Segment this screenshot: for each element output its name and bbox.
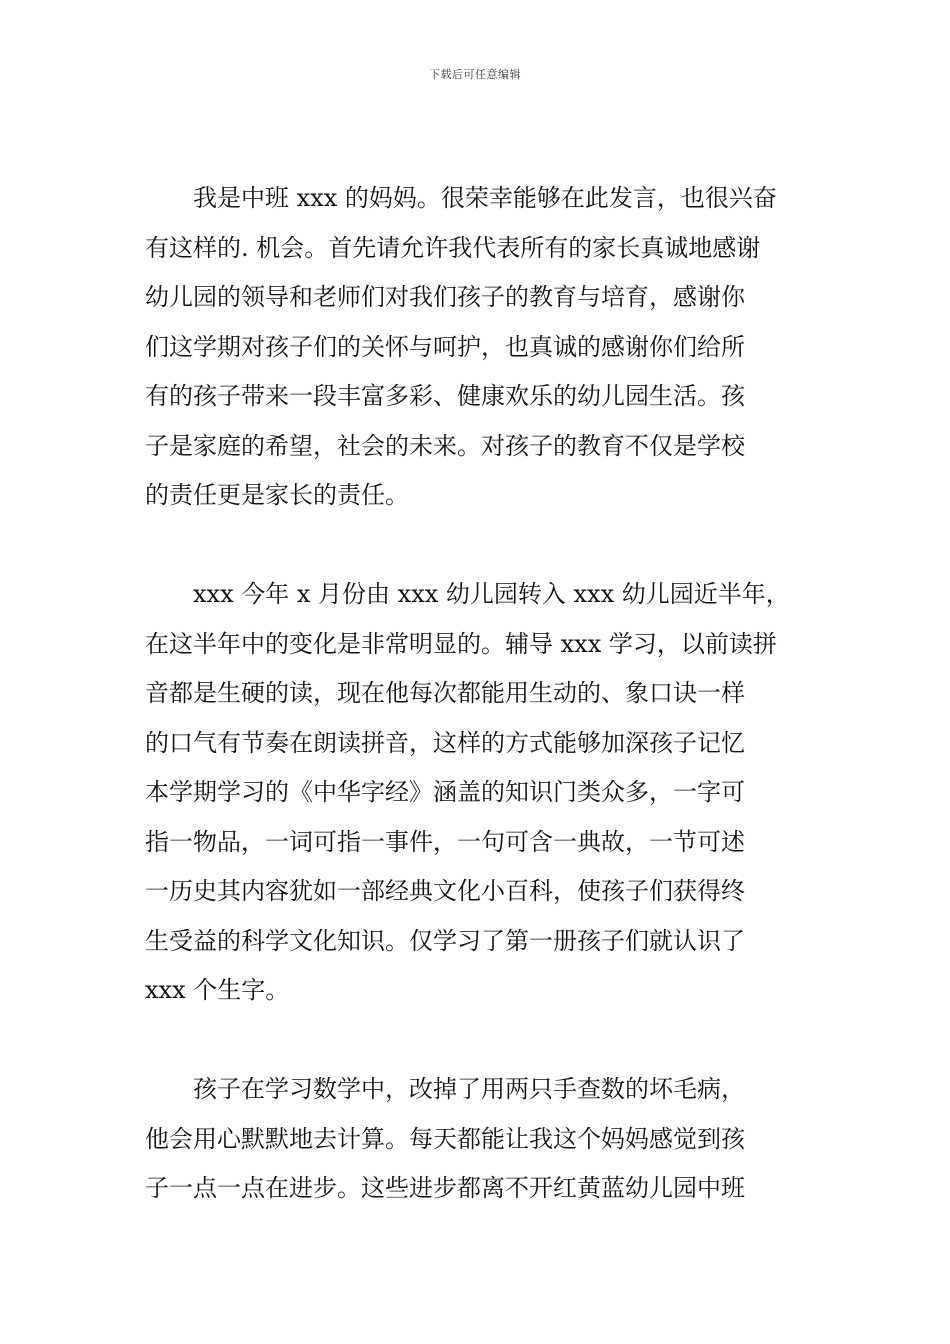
text-line: 子一点一点在进步。这些进步都离不开红黄蓝幼儿园中班 <box>145 1174 745 1202</box>
paragraph-2 <box>145 570 805 1016</box>
text-line: 幼儿园的领导和老师们对我们孩子的教育与培育，感谢你 <box>145 283 745 311</box>
text-line: 有的孩子带来一段丰富多彩、健康欢乐的幼儿园生活。孩 <box>145 382 745 410</box>
text-line: 我是中班 xxx 的妈妈。很荣幸能够在此发言，也很兴奋 <box>145 184 777 212</box>
text-line: 本学期学习的《中华字经》涵盖的知识门类众多，一字可 <box>145 778 745 806</box>
paragraph-spacer <box>145 1016 805 1066</box>
text-line: 音都是生硬的读，现在他每次都能用生动的、象口诀一样 <box>145 679 745 707</box>
paragraph-3 <box>145 1065 805 1214</box>
text-line: 有这样的. 机会。首先请允许我代表所有的家长真诚地感谢 <box>145 233 761 262</box>
text-line: 孩子在学习数学中，改掉了用两只手查数的坏毛病， <box>145 1075 745 1103</box>
document-body <box>145 174 805 1214</box>
text-line: xxx 个生字。 <box>145 976 290 1004</box>
text-line: 的口气有节奏在朗读拼音，这样的方式能够加深孩子记忆 <box>145 728 745 757</box>
text-line: 在这半年中的变化是非常明显的。辅导 xxx 学习，以前读拼 <box>145 629 777 658</box>
text-line: 们这学期对孩子们的关怀与呵护，也真诚的感谢你们给所 <box>145 332 745 361</box>
text-line: 他会用心默默地去计算。每天都能让我这个妈妈感觉到孩 <box>145 1124 745 1153</box>
text-line: 子是家庭的希望，社会的未来。对孩子的教育不仅是学校 <box>145 431 745 460</box>
text-line: 生受益的科学文化知识。仅学习了第一册孩子们就认识了 <box>145 926 745 955</box>
text-line: 的责任更是家长的责任。 <box>145 481 409 509</box>
header-note: 下载后可任意编辑 <box>429 68 521 81</box>
paragraph-1 <box>145 174 805 521</box>
text-line: 指一物品，一词可指一事件，一句可含一典故，一节可述 <box>145 827 745 856</box>
text-line: xxx 今年 x 月份由 xxx 幼儿园转入 xxx 幼儿园近半年， <box>145 580 790 608</box>
text-line: 一历史其内容犹如一部经典文化小百科，使孩子们获得终 <box>145 877 745 905</box>
paragraph-spacer <box>145 521 805 571</box>
